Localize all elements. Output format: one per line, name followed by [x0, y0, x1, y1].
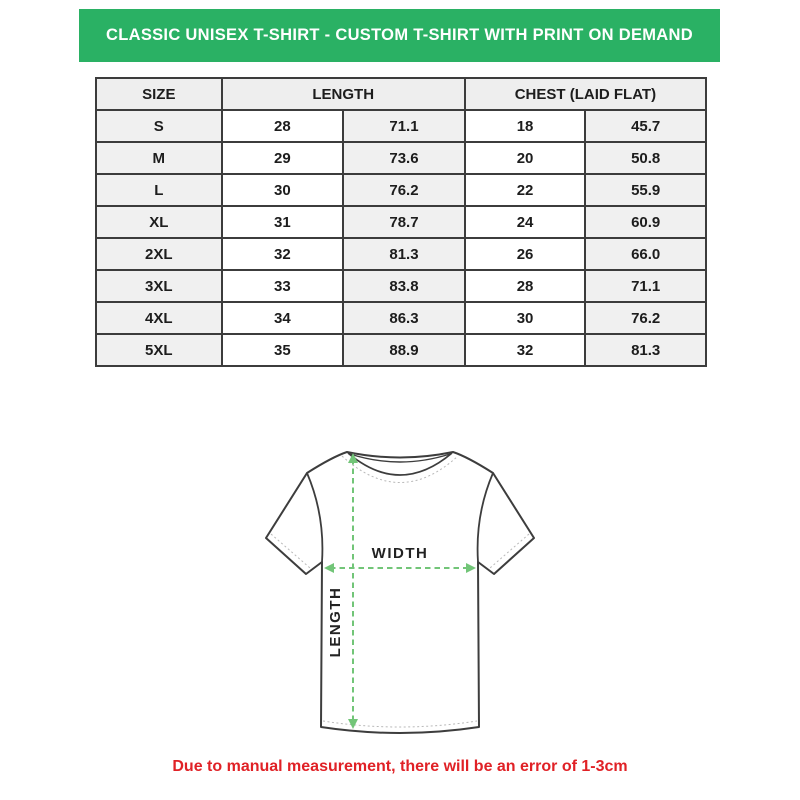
table-row	[96, 238, 706, 270]
cell-chest-in: 28	[465, 270, 586, 302]
table-row	[96, 270, 706, 302]
cell-chest-cm: 71.1	[585, 270, 706, 302]
cell-length-in: 32	[222, 238, 344, 270]
cell-length-in: 33	[222, 270, 344, 302]
cell-length-cm: 88.9	[343, 334, 465, 366]
cell-length-cm: 71.1	[343, 110, 465, 142]
cell-length-cm: 76.2	[343, 174, 465, 206]
cell-size: 3XL	[96, 270, 222, 302]
table-row	[96, 302, 706, 334]
page-title: CLASSIC UNISEX T-SHIRT - CUSTOM T-SHIRT WITH PRINT ON DEMAND	[106, 26, 693, 44]
cell-chest-cm: 66.0	[585, 238, 706, 270]
cell-size: 2XL	[96, 238, 222, 270]
cell-chest-cm: 60.9	[585, 206, 706, 238]
cell-length-cm: 86.3	[343, 302, 465, 334]
cell-chest-cm: 76.2	[585, 302, 706, 334]
cell-length-in: 30	[222, 174, 344, 206]
cell-chest-in: 22	[465, 174, 586, 206]
cell-size: 4XL	[96, 302, 222, 334]
cell-size: XL	[96, 206, 222, 238]
table-row	[96, 174, 706, 206]
size-table	[95, 77, 707, 367]
cell-chest-cm: 50.8	[585, 142, 706, 174]
cell-length-in: 28	[222, 110, 344, 142]
cell-chest-in: 32	[465, 334, 586, 366]
title-banner	[79, 9, 720, 62]
tshirt-outline	[266, 452, 534, 733]
cell-length-in: 31	[222, 206, 344, 238]
cell-chest-cm: 81.3	[585, 334, 706, 366]
table-header-row	[96, 78, 706, 110]
cell-chest-cm: 55.9	[585, 174, 706, 206]
cell-length-cm: 81.3	[343, 238, 465, 270]
cell-chest-in: 18	[465, 110, 586, 142]
header-length: LENGTH	[222, 78, 465, 110]
header-size: SIZE	[96, 78, 222, 110]
table-row	[96, 142, 706, 174]
cell-length-cm: 73.6	[343, 142, 465, 174]
cell-chest-cm: 45.7	[585, 110, 706, 142]
table-row	[96, 206, 706, 238]
table-row	[96, 334, 706, 366]
cell-size: L	[96, 174, 222, 206]
cell-chest-in: 26	[465, 238, 586, 270]
cell-chest-in: 30	[465, 302, 586, 334]
tshirt-measurement-diagram	[250, 443, 550, 755]
cell-size: S	[96, 110, 222, 142]
length-label: LENGTH	[327, 586, 344, 658]
cell-length-cm: 83.8	[343, 270, 465, 302]
measurement-disclaimer: Due to manual measurement, there will be an error of 1-3cm	[172, 758, 628, 775]
cell-size: 5XL	[96, 334, 222, 366]
cell-chest-in: 24	[465, 206, 586, 238]
table-row	[96, 110, 706, 142]
cell-length-in: 35	[222, 334, 344, 366]
cell-length-in: 34	[222, 302, 344, 334]
header-chest: CHEST (LAID FLAT)	[465, 78, 706, 110]
cell-size: M	[96, 142, 222, 174]
width-label: WIDTH	[371, 545, 429, 562]
cell-chest-in: 20	[465, 142, 586, 174]
cell-length-in: 29	[222, 142, 344, 174]
cell-length-cm: 78.7	[343, 206, 465, 238]
